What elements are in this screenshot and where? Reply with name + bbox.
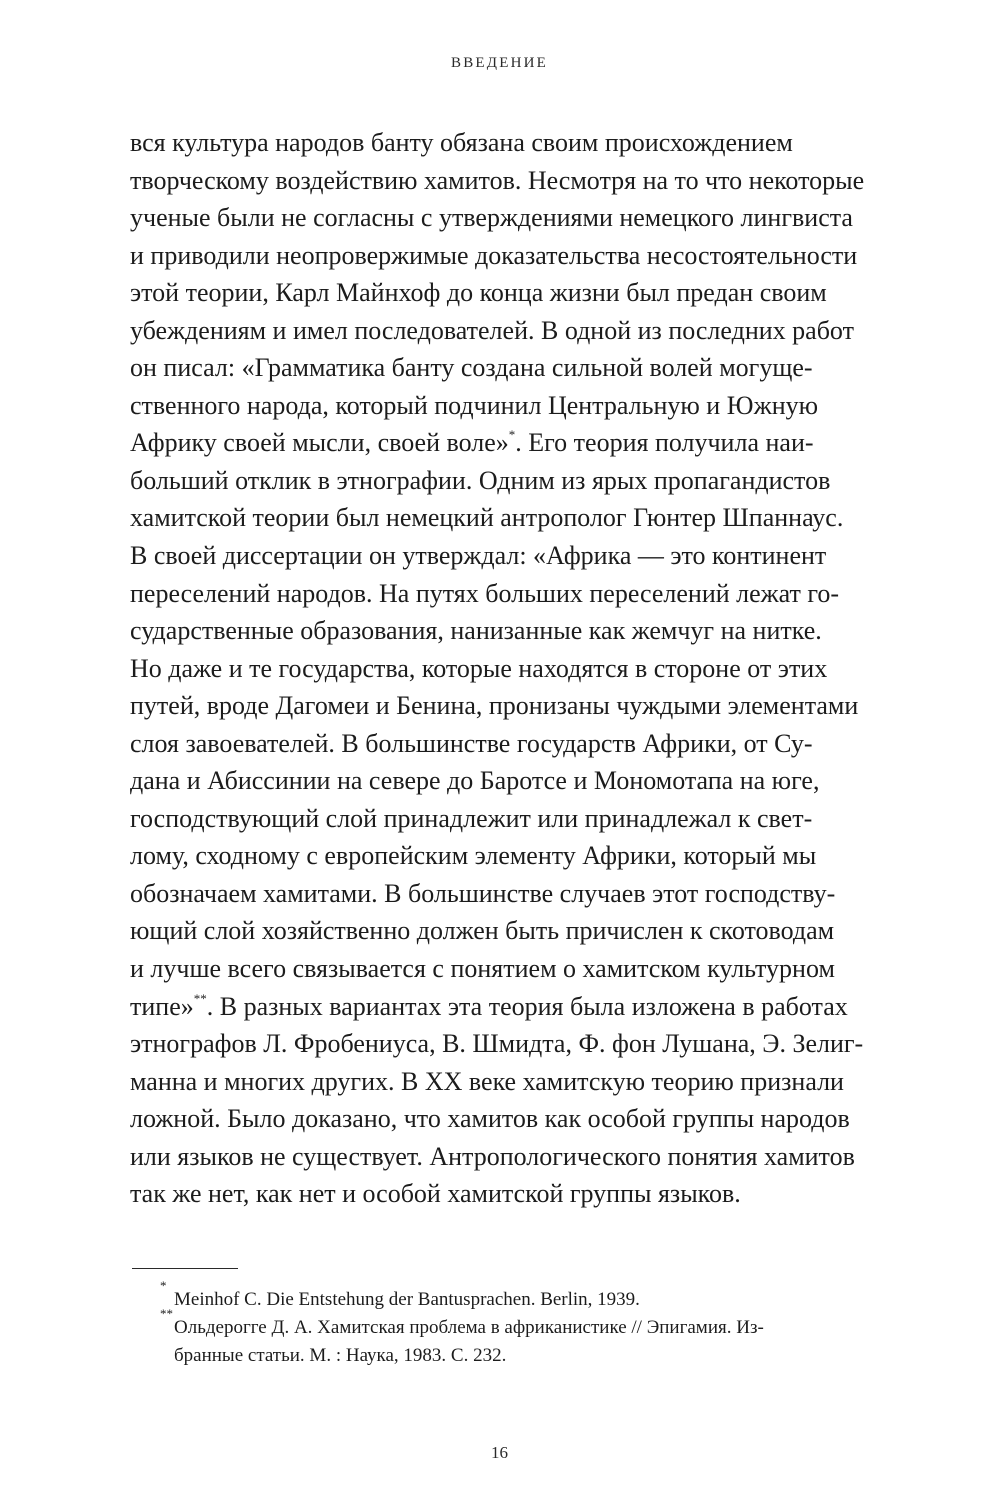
footnote-separator: [132, 1268, 238, 1269]
text-line: переселений народов. На путях больших переселений лежат го-: [130, 578, 840, 608]
text-segment: . Его теория получила наи-: [515, 428, 814, 458]
text-line: господствующий слой принадлежит или принадлежал к свет-: [130, 803, 813, 833]
text-line: вся культура народов банту обязана своим происхождением: [130, 128, 793, 157]
running-head: ВВЕДЕНИЕ: [451, 55, 548, 71]
text-line: сударственные образования, нанизанные как жемчуг на нитке.: [130, 616, 822, 646]
footnote-2-continuation: [160, 1342, 880, 1370]
text-line: и лучше всего связывается с понятием о хамитском культурном: [130, 954, 835, 984]
text-line: ственного народа, который подчинил Центральную и Южную: [130, 390, 819, 420]
text-line: ложной. Было доказано, что хамитов как особой группы народов: [130, 1104, 850, 1134]
main-text: [130, 124, 875, 1213]
footnote-1: [160, 1278, 880, 1314]
text-line: ющий слой хозяйственно должен быть причислен к скотоводам: [130, 916, 835, 946]
text-line: ученые были не согласны с утверждениями немецкого лингвиста: [130, 203, 853, 233]
text-line: больший отклик в этнографии. Одним из ярых пропагандистов: [130, 465, 831, 495]
text-line: так же нет, как нет и особой хамитской группы языков.: [130, 1179, 741, 1209]
text-line: этой теории, Карл Майнхоф до конца жизни был предан своим: [130, 278, 827, 308]
text-line: Но даже и те государства, которые находятся в стороне от этих: [130, 653, 828, 683]
text-line: творческому воздействию хамитов. Несмотря на то что некоторые: [130, 165, 865, 195]
text-line: или языков не существует. Антропологического понятия хамитов: [130, 1141, 855, 1171]
text-line: хамитской теории был немецкий антрополог Гюнтер Шпаннаус.: [130, 503, 844, 533]
footnote-2-text-line-1: Ольдерогге Д. А. Хамитская проблема в африканистике // Эпигамия. Из-: [174, 1317, 764, 1338]
footnote-2-mark: **: [160, 1306, 173, 1321]
text-line: манна и многих других. В XX веке хамитскую теорию признали: [130, 1066, 844, 1096]
footnote-2: [160, 1306, 880, 1342]
footnote-reference: *: [508, 427, 516, 443]
text-line: обозначаем хамитами. В большинстве случаев этот господству-: [130, 878, 836, 908]
text-line: слоя завоевателей. В большинстве государств Африки, от Су-: [130, 728, 813, 758]
text-line: путей, вроде Дагомеи и Бенина, пронизаны чуждыми элементами: [130, 691, 859, 721]
text-line: он писал: «Грамматика банту создана сильной волей могуще-: [130, 353, 813, 383]
text-line: убеждениям и имел последователей. В одной из последних работ: [130, 315, 854, 345]
footnote-2-text-line-2: бранные статьи. М. : Наука, 1983. С. 232.: [174, 1345, 507, 1366]
text-line: и приводили неопровержимые доказательства несостоятельности: [130, 240, 858, 270]
text-segment: типе»: [130, 991, 194, 1021]
text-segment: Африку своей мысли, своей воле»: [130, 428, 509, 458]
page-number: 16: [491, 1443, 508, 1462]
text-line: [130, 988, 875, 1026]
text-line: этнографов Л. Фробениуса, В. Шмидта, Ф. фон Лушана, Э. Зелиг-: [130, 1029, 864, 1059]
text-line: лому, сходному с европейским элементу Африки, который мы: [130, 841, 817, 871]
text-line: [130, 424, 875, 462]
text-line: В своей диссертации он утверждал: «Африка — это континент: [130, 541, 827, 571]
footnote-reference: **: [193, 990, 207, 1006]
footnote-1-mark: *: [160, 1278, 167, 1293]
footnote-1-text: Meinhof C. Die Entstehung der Bantusprachen. Berlin, 1939.: [174, 1289, 640, 1310]
text-segment: . В разных вариантах эта теория была изложена в работах: [206, 991, 848, 1021]
text-line: дана и Абиссинии на севере до Баротсе и Мономотапа на юге,: [130, 766, 820, 796]
footnotes: [160, 1278, 880, 1370]
